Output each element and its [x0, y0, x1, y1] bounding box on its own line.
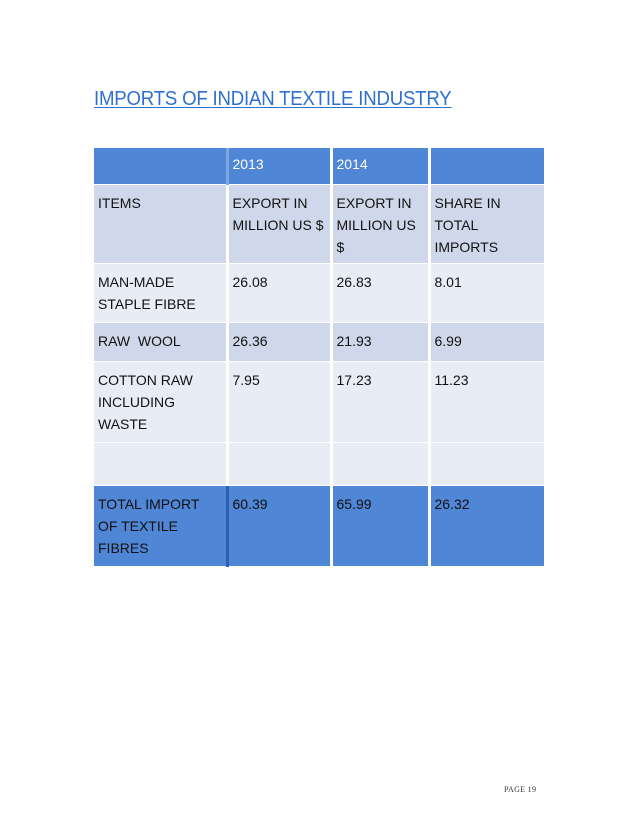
- table-cell: 11.23: [429, 362, 544, 443]
- table-cell: [429, 443, 544, 486]
- year-header-cell: [429, 148, 544, 185]
- year-header-cell: 2014: [331, 148, 429, 185]
- table-cell: 26.83: [331, 264, 429, 323]
- table-cell: 6.99: [429, 323, 544, 362]
- table-cell: 17.23: [331, 362, 429, 443]
- year-header-cell: [94, 148, 227, 185]
- document-title: IMPORTS OF INDIAN TEXTILE INDUSTRY: [94, 88, 452, 110]
- imports-table: [94, 148, 544, 567]
- table-cell: RAW WOOL: [94, 323, 227, 362]
- table-cell: MAN-MADE STAPLE FIBRE: [94, 264, 227, 323]
- table-cell: 26.36: [227, 323, 331, 362]
- total-cell: 26.32: [429, 486, 544, 567]
- table-cell: COTTON RAW INCLUDING WASTE: [94, 362, 227, 443]
- column-header-cell: EXPORT IN MILLION US $: [227, 185, 331, 264]
- imports-table-container: [94, 148, 544, 567]
- table-cell: 8.01: [429, 264, 544, 323]
- column-header-cell: SHARE IN TOTAL IMPORTS: [429, 185, 544, 264]
- table-cell: [331, 443, 429, 486]
- column-header-cell: EXPORT IN MILLION US $: [331, 185, 429, 264]
- empty-table-row: [94, 443, 544, 486]
- table-cell: 26.08: [227, 264, 331, 323]
- table-cell: 21.93: [331, 323, 429, 362]
- table-cell: [94, 443, 227, 486]
- column-header-cell: ITEMS: [94, 185, 227, 264]
- table-cell: 7.95: [227, 362, 331, 443]
- column-header-row: [94, 185, 544, 264]
- page-number: PAGE 19: [504, 785, 537, 794]
- total-row: [94, 486, 544, 567]
- table-row: [94, 264, 544, 323]
- total-cell: 60.39: [227, 486, 331, 567]
- table-cell: [227, 443, 331, 486]
- table-row: [94, 323, 544, 362]
- year-header-row: [94, 148, 544, 185]
- total-label-cell: TOTAL IMPORT OF TEXTILE FIBRES: [94, 486, 227, 567]
- table-row: [94, 362, 544, 443]
- year-header-cell: 2013: [227, 148, 331, 185]
- total-cell: 65.99: [331, 486, 429, 567]
